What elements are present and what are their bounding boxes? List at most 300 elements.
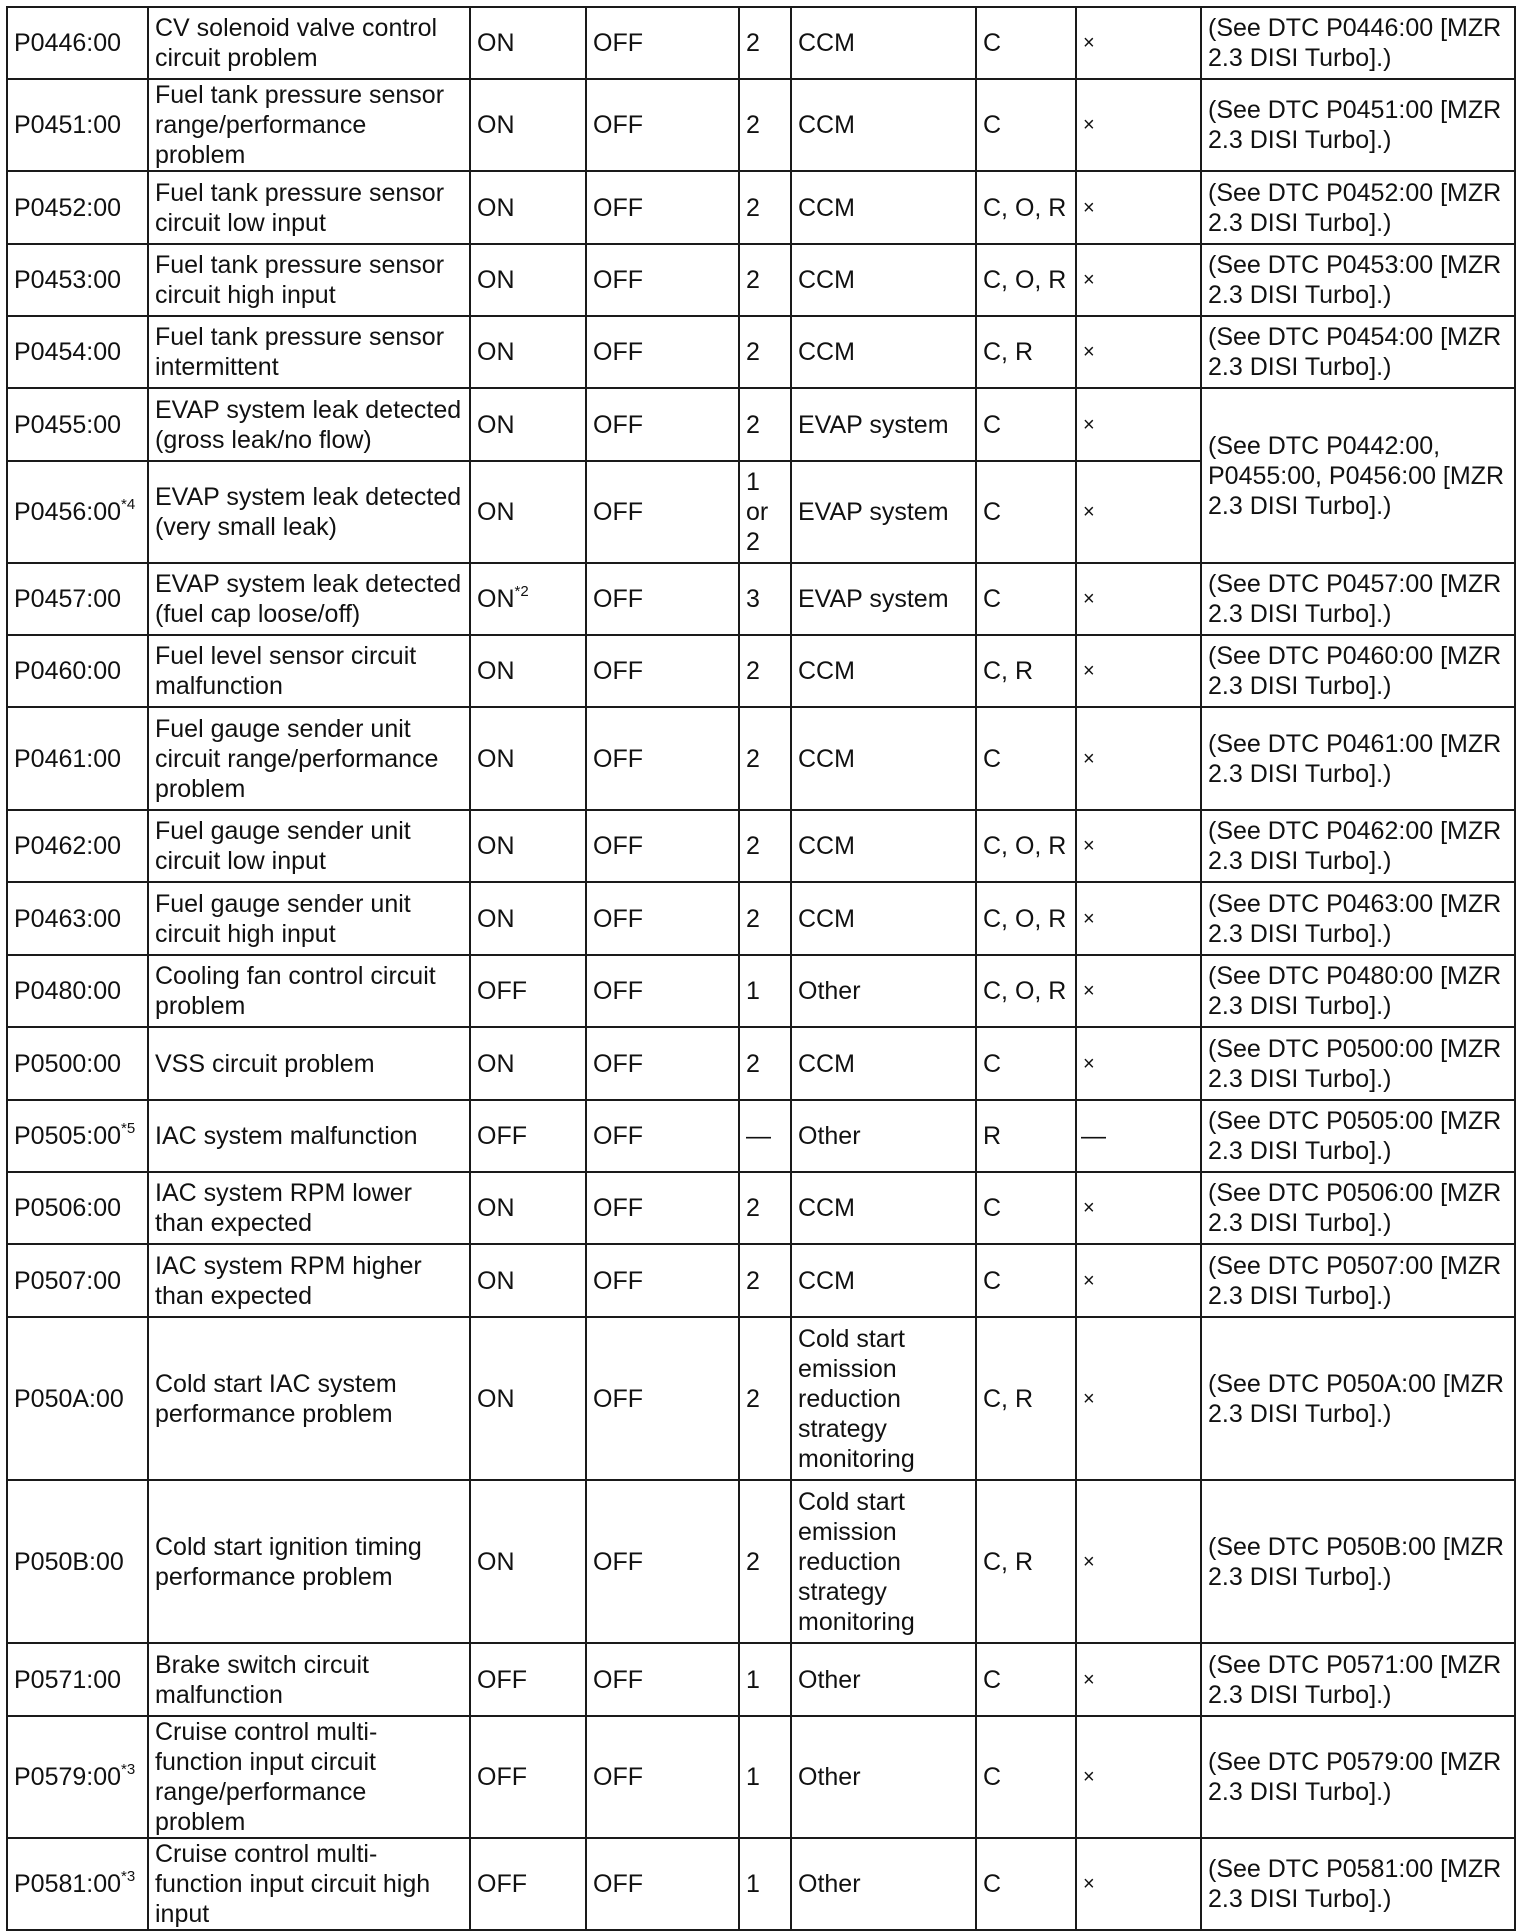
table-row	[7, 707, 1515, 810]
mil-cell	[470, 810, 586, 882]
drive-cycle-cell	[739, 1244, 791, 1317]
generator-lamp-cell-text: OFF	[593, 498, 643, 526]
mil-cell	[470, 1643, 586, 1716]
generator-lamp-cell-text: OFF	[593, 266, 643, 294]
memory-function-cell-text: C	[983, 410, 1002, 439]
detection-condition-cell	[148, 635, 470, 707]
memory-function-cell-text: C	[983, 1870, 1002, 1898]
memory-function-cell	[976, 810, 1076, 882]
reference-cell	[1201, 707, 1515, 810]
self-test-cell-text: ×	[1083, 1766, 1095, 1788]
monitor-item-cell	[791, 1480, 976, 1643]
generator-lamp-cell-text: OFF	[593, 193, 643, 222]
detection-condition-cell	[148, 1317, 470, 1480]
monitor-item-cell	[791, 1100, 976, 1172]
self-test-cell	[1076, 7, 1201, 79]
mil-cell	[470, 1027, 586, 1100]
dtc-code-cell-text: P0451:00	[14, 111, 122, 139]
drive-cycle-cell	[739, 461, 791, 563]
self-test-cell	[1076, 810, 1201, 882]
table-row	[7, 1643, 1515, 1716]
generator-lamp-cell	[586, 707, 739, 810]
self-test-cell-text: ×	[1083, 1873, 1095, 1895]
table-row	[7, 1027, 1515, 1100]
mil-cell-text: ON	[477, 1266, 515, 1295]
table-row	[7, 1480, 1515, 1643]
self-test-cell	[1076, 635, 1201, 707]
self-test-cell	[1076, 563, 1201, 635]
memory-function-cell-text: C	[983, 29, 1002, 57]
reference-cell-text: (See DTC P0462:00 [MZR 2.3 DISI Turbo].)	[1208, 817, 1502, 875]
table-row	[7, 1317, 1515, 1480]
drive-cycle-cell	[739, 171, 791, 244]
dtc-code-cell	[7, 1716, 148, 1838]
memory-function-cell-text: C, O, R	[983, 904, 1067, 933]
generator-lamp-cell	[586, 635, 739, 707]
generator-lamp-cell-text: OFF	[593, 1049, 643, 1078]
mil-cell	[470, 563, 586, 635]
drive-cycle-cell-text: 1	[746, 1870, 760, 1898]
memory-function-cell-text: C	[983, 1763, 1002, 1791]
self-test-cell-text: ×	[1083, 269, 1095, 291]
generator-lamp-cell	[586, 1480, 739, 1643]
monitor-item-cell	[791, 244, 976, 316]
drive-cycle-cell	[739, 810, 791, 882]
self-test-cell-text: ×	[1083, 1387, 1095, 1410]
detection-condition-cell	[148, 244, 470, 316]
monitor-item-cell-text: CCM	[798, 657, 855, 685]
detection-condition-cell	[148, 7, 470, 79]
generator-lamp-cell-text: OFF	[593, 1870, 643, 1898]
self-test-cell	[1076, 955, 1201, 1027]
dtc-code-cell-text: P0581:00	[14, 1870, 122, 1898]
footnote-marker: *3	[121, 1868, 136, 1885]
reference-cell	[1201, 171, 1515, 244]
monitor-item-cell-text: Other	[798, 977, 861, 1005]
memory-function-cell-text: C, O, R	[983, 977, 1067, 1005]
table-row	[7, 79, 1515, 171]
detection-condition-cell-text: EVAP system leak detected (fuel cap loose/off)	[155, 570, 462, 628]
self-test-cell-text: ×	[1083, 1550, 1095, 1573]
drive-cycle-cell	[739, 1838, 791, 1930]
mil-cell	[470, 1716, 586, 1838]
detection-condition-cell	[148, 1100, 470, 1172]
detection-condition-cell-text: IAC system RPM lower than expected	[155, 1179, 412, 1237]
memory-function-cell-text: C	[983, 744, 1002, 773]
generator-lamp-cell-text: OFF	[593, 410, 643, 439]
mil-cell-text: ON	[477, 1384, 515, 1413]
self-test-cell	[1076, 1643, 1201, 1716]
footnote-marker: *3	[121, 1761, 136, 1778]
detection-condition-cell	[148, 388, 470, 461]
monitor-item-cell	[791, 707, 976, 810]
monitor-item-cell-text: Other	[798, 1763, 861, 1791]
detection-condition-cell-text: Fuel tank pressure sensor circuit low input	[155, 178, 445, 237]
memory-function-cell	[976, 882, 1076, 955]
table-row	[7, 7, 1515, 79]
drive-cycle-cell	[739, 955, 791, 1027]
generator-lamp-cell-text: OFF	[593, 1384, 643, 1413]
monitor-item-cell-text: Other	[798, 1870, 861, 1898]
memory-function-cell-text: C	[983, 1049, 1002, 1078]
detection-condition-cell-text: Brake switch circuit malfunction	[155, 1650, 369, 1709]
memory-function-cell-text: C, R	[983, 657, 1033, 685]
detection-condition-cell-text: Cold start IAC system performance problem	[155, 1369, 397, 1428]
self-test-cell-text: ×	[1083, 1197, 1095, 1219]
generator-lamp-cell	[586, 461, 739, 563]
drive-cycle-cell	[739, 707, 791, 810]
memory-function-cell-text: C	[983, 1194, 1002, 1222]
detection-condition-cell	[148, 1244, 470, 1317]
self-test-cell	[1076, 171, 1201, 244]
dtc-code-cell	[7, 1027, 148, 1100]
generator-lamp-cell-text: OFF	[593, 657, 643, 685]
drive-cycle-cell	[739, 1480, 791, 1643]
generator-lamp-cell	[586, 1100, 739, 1172]
generator-lamp-cell-text: OFF	[593, 832, 643, 860]
dtc-code-cell-text: P050A:00	[14, 1384, 124, 1413]
memory-function-cell-text: C	[983, 111, 1002, 139]
self-test-cell	[1076, 1100, 1201, 1172]
detection-condition-cell	[148, 461, 470, 563]
dtc-code-cell-text: P0456:00	[14, 498, 122, 526]
reference-cell-text: (See DTC P050A:00 [MZR 2.3 DISI Turbo].)	[1208, 1369, 1504, 1428]
detection-condition-cell	[148, 955, 470, 1027]
drive-cycle-cell-text: 3	[746, 585, 760, 613]
memory-function-cell	[976, 171, 1076, 244]
detection-condition-cell-text: Cruise control multi-function input circuit high input	[155, 1840, 431, 1928]
dtc-code-cell-text: P0452:00	[14, 193, 122, 222]
detection-condition-cell	[148, 1480, 470, 1643]
detection-condition-cell	[148, 1838, 470, 1930]
mil-cell-text: ON	[477, 266, 515, 294]
dtc-code-cell-text: P0571:00	[14, 1665, 122, 1694]
mil-cell-text: ON	[477, 111, 515, 139]
mil-cell	[470, 244, 586, 316]
self-test-cell	[1076, 707, 1201, 810]
memory-function-cell	[976, 1838, 1076, 1930]
drive-cycle-cell-text: 1	[746, 977, 760, 1005]
reference-cell	[1201, 635, 1515, 707]
detection-condition-cell	[148, 563, 470, 635]
dtc-code-cell	[7, 1480, 148, 1643]
monitor-item-cell-text: CCM	[798, 1049, 855, 1078]
memory-function-cell-text: R	[983, 1122, 1002, 1150]
drive-cycle-cell	[739, 1716, 791, 1838]
self-test-cell	[1076, 882, 1201, 955]
self-test-cell-text: ×	[1083, 196, 1095, 219]
drive-cycle-cell-text: —	[746, 1122, 771, 1150]
reference-cell	[1201, 810, 1515, 882]
drive-cycle-cell-text: 2	[746, 338, 760, 366]
mil-cell	[470, 171, 586, 244]
mil-cell-text: OFF	[477, 1763, 527, 1791]
dtc-code-cell-text: P0461:00	[14, 744, 122, 773]
generator-lamp-cell	[586, 1317, 739, 1480]
mil-cell	[470, 882, 586, 955]
detection-condition-cell	[148, 1643, 470, 1716]
reference-cell	[1201, 1027, 1515, 1100]
reference-cell	[1201, 563, 1515, 635]
monitor-item-cell-text: CCM	[798, 1194, 855, 1222]
table-row	[7, 316, 1515, 388]
self-test-cell	[1076, 461, 1201, 563]
monitor-item-cell-text: EVAP system	[798, 498, 949, 526]
monitor-item-cell	[791, 7, 976, 79]
mil-cell-text: ON	[477, 904, 515, 933]
generator-lamp-cell	[586, 882, 739, 955]
memory-function-cell-text: C, O, R	[983, 193, 1067, 222]
mil-cell-text: ON	[477, 1049, 515, 1078]
monitor-item-cell	[791, 388, 976, 461]
drive-cycle-cell	[739, 79, 791, 171]
dtc-code-cell-text: P0505:00	[14, 1122, 122, 1150]
dtc-code-cell	[7, 1838, 148, 1930]
drive-cycle-cell-text: 2	[746, 657, 760, 685]
table-row	[7, 244, 1515, 316]
monitor-item-cell-text: CCM	[798, 904, 855, 933]
detection-condition-cell-text: Fuel tank pressure sensor intermittent	[155, 323, 445, 381]
reference-cell	[1201, 244, 1515, 316]
dtc-code-cell	[7, 955, 148, 1027]
self-test-cell	[1076, 316, 1201, 388]
reference-cell-text: (See DTC P0507:00 [MZR 2.3 DISI Turbo].)	[1208, 1251, 1502, 1310]
mil-cell-text: ON	[477, 498, 515, 526]
generator-lamp-cell	[586, 955, 739, 1027]
detection-condition-cell-text: IAC system malfunction	[155, 1122, 418, 1150]
drive-cycle-cell-text: 2	[746, 1266, 760, 1295]
monitor-item-cell	[791, 1643, 976, 1716]
table-row	[7, 1172, 1515, 1244]
memory-function-cell	[976, 1244, 1076, 1317]
drive-cycle-cell-text: 2	[746, 1194, 760, 1222]
generator-lamp-cell	[586, 79, 739, 171]
drive-cycle-cell-text: 1	[746, 1665, 760, 1694]
mil-cell-text: ON	[477, 832, 515, 860]
memory-function-cell	[976, 388, 1076, 461]
memory-function-cell	[976, 461, 1076, 563]
memory-function-cell	[976, 1027, 1076, 1100]
mil-cell-text: ON	[477, 193, 515, 222]
memory-function-cell	[976, 1716, 1076, 1838]
dtc-code-cell-text: P0457:00	[14, 585, 122, 613]
mil-cell-text: ON	[477, 744, 515, 773]
dtc-code-cell	[7, 388, 148, 461]
detection-condition-cell	[148, 1172, 470, 1244]
dtc-code-cell-text: P0460:00	[14, 657, 122, 685]
reference-cell	[1201, 1838, 1515, 1930]
self-test-cell-text: ×	[1083, 32, 1095, 54]
mil-cell	[470, 1172, 586, 1244]
detection-condition-cell-text: Cold start ignition timing performance problem	[155, 1532, 422, 1591]
generator-lamp-cell	[586, 316, 739, 388]
detection-condition-cell-text: Cruise control multi-function input circuit range/performance problem	[155, 1718, 378, 1836]
generator-lamp-cell	[586, 1244, 739, 1317]
reference-cell	[1201, 7, 1515, 79]
detection-condition-cell-text: Fuel gauge sender unit circuit range/performance problem	[155, 714, 439, 803]
reference-cell-text: (See DTC P0579:00 [MZR 2.3 DISI Turbo].)	[1208, 1748, 1502, 1806]
dtc-code-cell	[7, 1643, 148, 1716]
drive-cycle-cell-text: 1 or 2	[746, 468, 769, 556]
detection-condition-cell-text: IAC system RPM higher than expected	[155, 1251, 422, 1310]
reference-cell	[1201, 316, 1515, 388]
detection-condition-cell	[148, 79, 470, 171]
dtc-code-cell-text: P0506:00	[14, 1194, 122, 1222]
detection-condition-cell	[148, 1027, 470, 1100]
dtc-code-cell-text: P050B:00	[14, 1547, 124, 1576]
self-test-cell-text: ×	[1083, 980, 1095, 1002]
reference-cell-text: (See DTC P0446:00 [MZR 2.3 DISI Turbo].)	[1208, 14, 1502, 72]
mil-cell	[470, 79, 586, 171]
generator-lamp-cell-text: OFF	[593, 111, 643, 139]
drive-cycle-cell-text: 2	[746, 111, 760, 139]
monitor-item-cell	[791, 955, 976, 1027]
mil-cell	[470, 1838, 586, 1930]
generator-lamp-cell-text: OFF	[593, 1122, 643, 1150]
dtc-code-cell	[7, 316, 148, 388]
dtc-code-cell-text: P0463:00	[14, 904, 122, 933]
monitor-item-cell-text: CCM	[798, 29, 855, 57]
dtc-code-cell	[7, 79, 148, 171]
dtc-code-cell	[7, 810, 148, 882]
drive-cycle-cell-text: 2	[746, 410, 760, 439]
reference-cell-text: (See DTC P0463:00 [MZR 2.3 DISI Turbo].)	[1208, 889, 1502, 948]
detection-condition-cell	[148, 882, 470, 955]
dtc-code-cell-text: P0480:00	[14, 977, 122, 1005]
monitor-item-cell	[791, 635, 976, 707]
reference-cell-text: (See DTC P0571:00 [MZR 2.3 DISI Turbo].)	[1208, 1650, 1502, 1709]
monitor-item-cell-text: CCM	[798, 111, 855, 139]
dtc-code-cell	[7, 244, 148, 316]
mil-cell	[470, 7, 586, 79]
self-test-cell-text: ×	[1083, 588, 1095, 610]
mil-cell-text: ON	[477, 338, 515, 366]
monitor-item-cell-text: CCM	[798, 266, 855, 294]
dtc-code-cell	[7, 635, 148, 707]
monitor-item-cell	[791, 1716, 976, 1838]
reference-cell	[1201, 882, 1515, 955]
reference-cell	[1201, 1172, 1515, 1244]
monitor-item-cell	[791, 171, 976, 244]
self-test-cell	[1076, 1838, 1201, 1930]
dtc-code-cell-text: P0455:00	[14, 410, 122, 439]
reference-cell-text: (See DTC P0500:00 [MZR 2.3 DISI Turbo].)	[1208, 1034, 1502, 1093]
monitor-item-cell	[791, 1317, 976, 1480]
mil-cell	[470, 635, 586, 707]
monitor-item-cell-text: CCM	[798, 832, 855, 860]
reference-cell-text: (See DTC P0453:00 [MZR 2.3 DISI Turbo].)	[1208, 251, 1502, 309]
drive-cycle-cell	[739, 388, 791, 461]
mil-cell	[470, 1317, 586, 1480]
monitor-item-cell-text: CCM	[798, 1266, 855, 1295]
mil-cell-text: ON	[477, 410, 515, 439]
reference-cell-text: (See DTC P0460:00 [MZR 2.3 DISI Turbo].)	[1208, 642, 1502, 700]
self-test-cell	[1076, 1244, 1201, 1317]
memory-function-cell	[976, 635, 1076, 707]
mil-cell-text: ON	[477, 1194, 515, 1222]
footnote-marker: *5	[121, 1120, 136, 1137]
detection-condition-cell	[148, 810, 470, 882]
monitor-item-cell	[791, 882, 976, 955]
self-test-cell	[1076, 388, 1201, 461]
monitor-item-cell-text: Cold start emission reduction strategy monitoring	[798, 1324, 915, 1473]
monitor-item-cell	[791, 461, 976, 563]
table-row	[7, 563, 1515, 635]
generator-lamp-cell-text: OFF	[593, 1547, 643, 1576]
detection-condition-cell-text: Fuel tank pressure sensor range/performance problem	[155, 81, 445, 169]
detection-condition-cell-text: Cooling fan control circuit problem	[155, 962, 436, 1020]
self-test-cell-text: ×	[1083, 341, 1095, 363]
self-test-cell	[1076, 1716, 1201, 1838]
reference-cell-text: (See DTC P0461:00 [MZR 2.3 DISI Turbo].)	[1208, 729, 1502, 788]
mil-cell	[470, 1100, 586, 1172]
generator-lamp-cell-text: OFF	[593, 1665, 643, 1694]
mil-cell	[470, 707, 586, 810]
table-row	[7, 882, 1515, 955]
memory-function-cell	[976, 1317, 1076, 1480]
monitor-item-cell-text: CCM	[798, 338, 855, 366]
memory-function-cell-text: C, R	[983, 338, 1033, 366]
generator-lamp-cell	[586, 7, 739, 79]
reference-cell-text: (See DTC P0442:00, P0455:00, P0456:00 [MZR 2.3 DISI Turbo].)	[1208, 431, 1505, 520]
reference-cell-text: (See DTC P0451:00 [MZR 2.3 DISI Turbo].)	[1208, 96, 1502, 154]
memory-function-cell-text: C, O, R	[983, 266, 1067, 294]
detection-condition-cell	[148, 171, 470, 244]
self-test-cell-text: ×	[1083, 907, 1095, 930]
monitor-item-cell-text: CCM	[798, 744, 855, 773]
footnote-marker: *4	[121, 496, 136, 513]
memory-function-cell	[976, 955, 1076, 1027]
drive-cycle-cell	[739, 1172, 791, 1244]
generator-lamp-cell	[586, 1838, 739, 1930]
reference-cell-text: (See DTC P0505:00 [MZR 2.3 DISI Turbo].)	[1208, 1107, 1502, 1165]
mil-cell-text: ON	[477, 1547, 515, 1576]
mil-cell	[470, 461, 586, 563]
generator-lamp-cell-text: OFF	[593, 585, 643, 613]
generator-lamp-cell-text: OFF	[593, 977, 643, 1005]
generator-lamp-cell-text: OFF	[593, 29, 643, 57]
memory-function-cell	[976, 1100, 1076, 1172]
mil-cell-text: OFF	[477, 977, 527, 1005]
mil-cell-text: ON	[477, 657, 515, 685]
reference-cell	[1201, 388, 1515, 563]
detection-condition-cell	[148, 316, 470, 388]
memory-function-cell	[976, 1480, 1076, 1643]
memory-function-cell-text: C, O, R	[983, 832, 1067, 860]
monitor-item-cell	[791, 563, 976, 635]
drive-cycle-cell	[739, 1317, 791, 1480]
dtc-code-cell	[7, 1317, 148, 1480]
dtc-code-cell	[7, 171, 148, 244]
table-row	[7, 171, 1515, 244]
detection-condition-cell	[148, 707, 470, 810]
reference-cell	[1201, 1716, 1515, 1838]
drive-cycle-cell-text: 2	[746, 904, 760, 933]
monitor-item-cell-text: EVAP system	[798, 585, 949, 613]
self-test-cell-text: ×	[1083, 835, 1095, 857]
dtc-code-cell	[7, 461, 148, 563]
generator-lamp-cell	[586, 171, 739, 244]
mil-cell	[470, 316, 586, 388]
reference-cell	[1201, 1643, 1515, 1716]
reference-cell	[1201, 1480, 1515, 1643]
self-test-cell	[1076, 1027, 1201, 1100]
table-row	[7, 1100, 1515, 1172]
reference-cell	[1201, 1100, 1515, 1172]
dtc-code-cell	[7, 707, 148, 810]
self-test-cell	[1076, 79, 1201, 171]
memory-function-cell-text: C	[983, 1266, 1002, 1295]
